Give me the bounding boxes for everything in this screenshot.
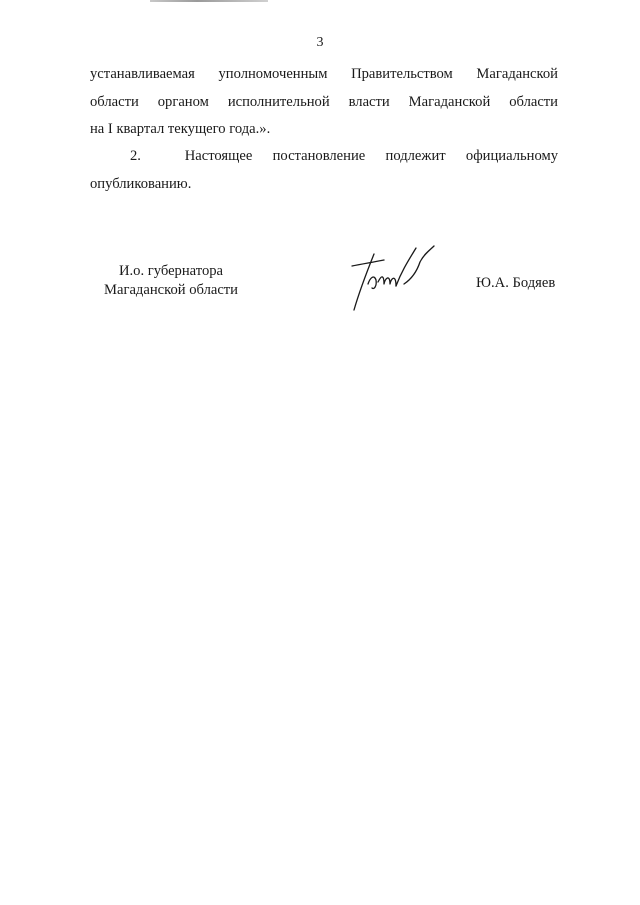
signatory-position — [96, 262, 246, 300]
paragraph2-line1-text: Настоящее постановление подлежит официальному — [184, 148, 558, 164]
signatory-position-line2: Магаданской области — [104, 282, 238, 298]
paragraph1-line2: области органом исполнительной власти Магаданской области — [90, 93, 558, 110]
paragraph-continuation — [90, 61, 558, 144]
signatory-position-line1: И.о. губернатора — [118, 263, 224, 279]
paragraph1-line1: устанавливаемая уполномоченным Правительством Магаданской — [90, 66, 558, 82]
signatory-name: Ю.А. Бодяев — [476, 275, 556, 291]
paragraph2-line1 — [90, 143, 558, 171]
paragraph-number: 2. — [130, 148, 141, 164]
paragraph-publication — [90, 143, 558, 198]
paragraph1-line3: на I квартал текущего года.». — [90, 121, 271, 137]
paragraph2-line2: опубликованию. — [90, 175, 192, 192]
page-number: 3 — [316, 35, 324, 50]
handwritten-signature-icon — [344, 244, 436, 314]
scan-edge-artifact — [150, 0, 268, 2]
